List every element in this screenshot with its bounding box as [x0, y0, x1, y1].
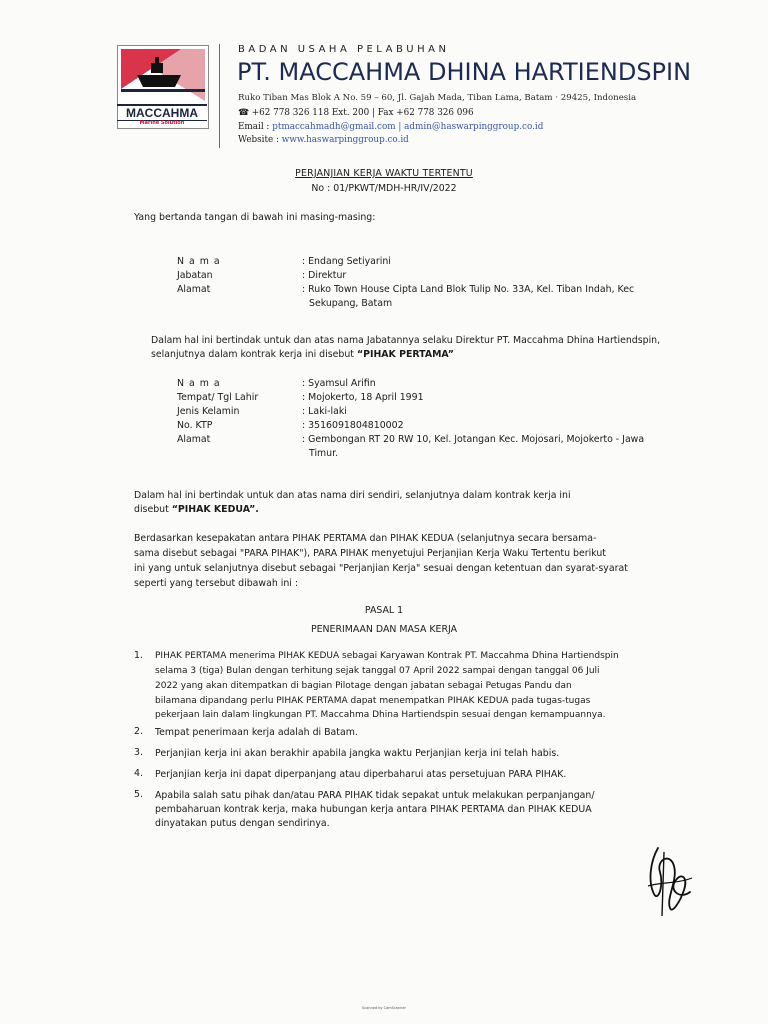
- pihak-pertama-label: “PIHAK PERTAMA”: [356, 349, 454, 360]
- list-item-5-line-1: Apabila salah satu pihak dan/atau PARA PIHAK tidak sepakat untuk melakukan perpanjangan/: [155, 790, 595, 801]
- pasal-number: PASAL 1: [364, 605, 404, 616]
- second-party-value-birth: : Mojokerto, 18 April 1991: [302, 392, 424, 403]
- email-line: [238, 122, 543, 132]
- second-party-label-name: N a m a: [177, 378, 221, 389]
- signature: [640, 842, 700, 922]
- list-item-number: 5.: [134, 789, 143, 800]
- list-item-5-line-2: pembaharuan kontrak kerja, maka hubungan kerja antara PIHAK PERTAMA dan PIHAK KEDUA: [155, 804, 592, 815]
- list-item-number: 2.: [134, 726, 143, 737]
- list-item-5-line-3: dinyatakan putus dengan sendirinya.: [155, 818, 330, 829]
- phone-fax-text: +62 778 326 118 Ext. 200 | Fax +62 778 326 096: [251, 108, 474, 118]
- ship-logo-icon: [121, 49, 205, 101]
- second-party-value-address: : Gembongan RT 20 RW 10, Kel. Jotangan Kec. Mojosari, Mojokerto - Jawa: [302, 434, 645, 445]
- second-party-statement-line2: [134, 503, 259, 517]
- agreement-line-1: Berdasarkan kesepakatan antara PIHAK PERTAMA dan PIHAK KEDUA (selanjutnya secara bersama-: [134, 533, 597, 544]
- first-party-statement-text: selanjutnya dalam kontrak kerja ini disebut: [151, 349, 357, 360]
- company-address: Ruko Tiban Mas Blok A No. 59 – 60, Jl. Gajah Mada, Tiban Lama, Batam · 29425, Indonesia: [238, 93, 637, 103]
- phone-line: [238, 108, 474, 118]
- logo-wordmark: MACCAHMA: [117, 104, 207, 121]
- second-party-value-name: : Syamsul Arifin: [302, 378, 376, 389]
- first-party-statement-line2: [151, 348, 454, 362]
- list-item-3-line-1: Perjanjian kerja ini akan berakhir apabila jangka waktu Perjanjian kerja ini telah habis.: [155, 748, 560, 759]
- list-item-2-line-1: Tempat penerimaan kerja adalah di Batam.: [155, 727, 358, 738]
- agency-label: BADAN USAHA PELABUHAN: [238, 44, 450, 55]
- second-party-value-gender: : Laki-laki: [302, 406, 347, 417]
- second-party-value-ktp: : 3516091804810002: [302, 420, 404, 431]
- second-party-label-gender: Jenis Kelamin: [177, 406, 240, 417]
- scanned-watermark: Scanned by CamScanner: [362, 1006, 406, 1010]
- company-name: PT. MACCAHMA DHINA HARTIENDSPIN: [237, 58, 692, 86]
- agreement-line-2: sama disebut sebagai "PARA PIHAK"), PARA PIHAK menyetujui Perjanjian Kerja Waku Tertentu berikut: [134, 548, 606, 559]
- pasal-heading: PENERIMAAN DAN MASA KERJA: [310, 624, 458, 635]
- second-party-label-address: Alamat: [177, 434, 211, 445]
- second-party-address-cont: Timur.: [309, 448, 339, 459]
- first-party-label-name: N a m a: [177, 256, 221, 267]
- letterhead-divider: [219, 44, 220, 148]
- telephone-icon: ☎: [238, 108, 249, 118]
- list-item-number: 1.: [134, 650, 143, 661]
- list-item-1-line-2: selama 3 (tiga) Bulan dengan terhitung sejak tanggal 07 April 2022 sampai dengan tanggal 06 Juli: [155, 666, 600, 676]
- pihak-kedua-label: “PIHAK KEDUA”.: [171, 504, 259, 515]
- first-party-label-position: Jabatan: [177, 270, 213, 281]
- email-link[interactable]: ptmaccahmadh@gmail.com | admin@haswarpinggroup.co.id: [272, 122, 544, 132]
- list-item-4-line-1: Perjanjian kerja ini dapat diperpanjang atau diperbaharui atas persetujuan PARA PIHAK.: [155, 769, 567, 780]
- website-label: Website :: [238, 135, 279, 145]
- document-title: PERJANJIAN KERJA WAKTU TERTENTU: [295, 168, 473, 179]
- agreement-line-3: ini yang untuk selanjutnya disebut sebagai "Perjanjian Kerja" sesuai dengan ketentuan dan syarat-syarat: [134, 563, 628, 574]
- first-party-value-position: : Direktur: [302, 270, 347, 281]
- website-link[interactable]: www.haswarpinggroup.co.id: [281, 135, 409, 145]
- second-party-label-ktp: No. KTP: [177, 420, 213, 431]
- second-party-statement-line1: Dalam hal ini bertindak untuk dan atas nama diri sendiri, selanjutnya dalam kontrak kerja ini: [134, 490, 571, 501]
- agreement-line-4: seperti yang tersebut dibawah ini :: [134, 578, 299, 589]
- list-item-1-line-4: bilamana dipandang perlu PIHAK PERTAMA dapat menempatkan PIHAK KEDUA pada tugas-tugas: [155, 696, 591, 706]
- first-party-value-name: : Endang Setiyarini: [302, 256, 391, 267]
- second-party-label-birth: Tempat/ Tgl Lahir: [177, 392, 259, 403]
- first-party-value-address: : Ruko Town House Cipta Land Blok Tulip No. 33A, Kel. Tiban Indah, Kec: [302, 284, 635, 295]
- first-party-address-cont: Sekupang, Batam: [309, 298, 393, 309]
- list-item-number: 3.: [134, 747, 143, 758]
- website-line: [238, 135, 409, 145]
- list-item-1-line-3: 2022 yang akan ditempatkan di bagian Pilotage dengan jabatan sebagai Petugas Pandu dan: [155, 681, 572, 691]
- opening-statement: Yang bertanda tangan di bawah ini masing-masing:: [134, 212, 376, 223]
- logo-tagline: Marine Solution: [139, 120, 185, 126]
- document-number: No : 01/PKWT/MDH-HR/IV/2022: [311, 183, 457, 194]
- list-item-1-line-1: PIHAK PERTAMA menerima PIHAK KEDUA sebagai Karyawan Kontrak PT. Maccahma Dhina Hartiendspin: [155, 651, 619, 661]
- second-party-statement-text: disebut: [134, 504, 172, 515]
- list-item-1-line-5: pekerjaan lain dalam lingkungan PT. Maccahma Dhina Hartiendspin sesuai dengan kemampuannya.: [155, 710, 606, 720]
- first-party-label-address: Alamat: [177, 284, 211, 295]
- first-party-statement-line1: Dalam hal ini bertindak untuk dan atas nama Jabatannya selaku Direktur PT. Maccahma Dhina Hartiendspin,: [151, 335, 661, 346]
- list-item-number: 4.: [134, 768, 143, 779]
- email-label: Email :: [238, 122, 270, 132]
